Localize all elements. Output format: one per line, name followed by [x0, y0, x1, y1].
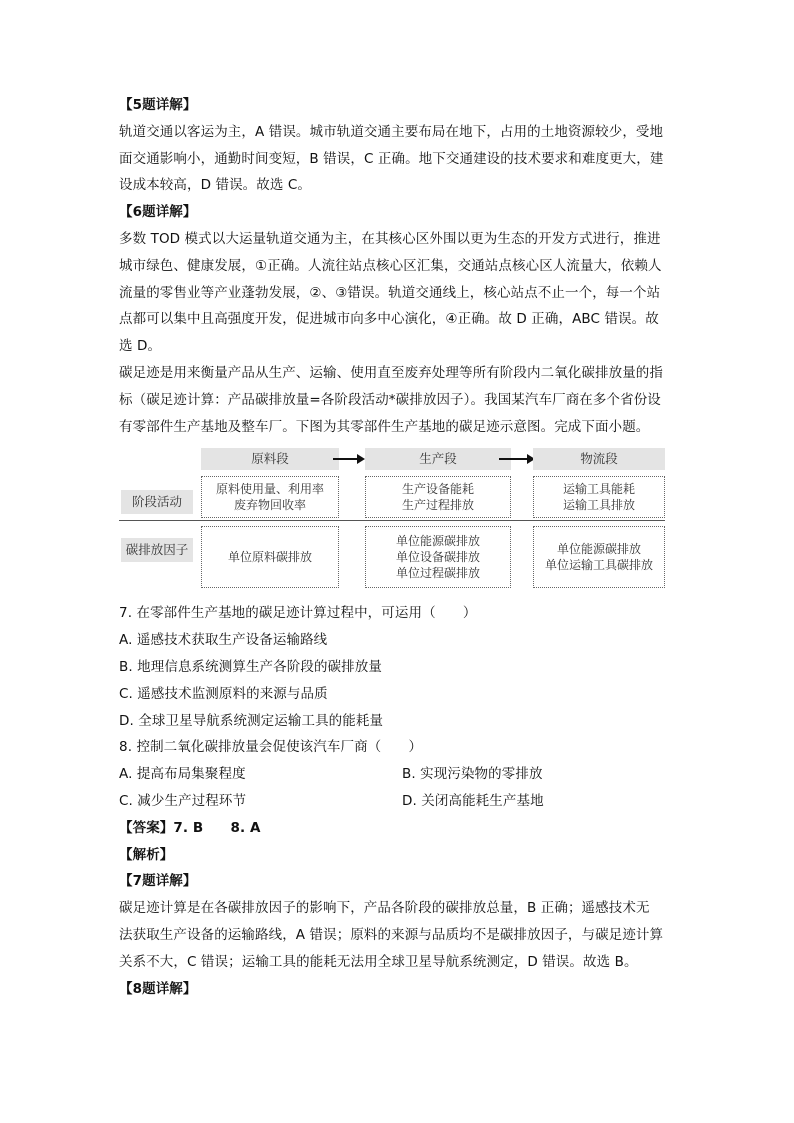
carbon-footprint-diagram	[119, 446, 679, 594]
divider-line	[119, 520, 665, 521]
activity-text: 原料使用量、利用率	[215, 482, 324, 497]
paragraph-line: 点都可以集中且高强度开发，促进城市向多中心演化，④正确。故 D 正确，ABC 错误。故	[119, 311, 659, 328]
option-7b: B. 地理信息系统测算生产各阶段的碳排放量	[119, 658, 382, 675]
intro-line: 标（碳足迹计算：产品碳排放量=各阶段活动*碳排放因子）。我国某汽车厂商在多个省份设	[119, 391, 661, 408]
paragraph-line: 关系不大，C 错误；运输工具的能耗无法用全球卫星导航系统测定，D 错误。故选 B。	[119, 953, 638, 970]
activity-text: 生产过程排放	[401, 498, 474, 513]
q8-explanation-heading: 【8题详解】	[119, 980, 197, 997]
factor-text: 单位原料碳排放	[227, 550, 312, 565]
option-8d: D. 关闭高能耗生产基地	[402, 792, 544, 809]
arrow-icon	[499, 458, 529, 460]
factor-text: 单位设备碳排放	[395, 550, 480, 565]
stage-logistics: 物流段	[533, 448, 665, 470]
factor-text: 单位过程碳排放	[395, 566, 480, 581]
question-8: 8. 控制二氧化碳排放量会促使该汽车厂商（ ）	[119, 739, 423, 756]
options-row	[119, 788, 679, 815]
paragraph-line: 法获取生产设备的运输路线，A 错误；原料的来源与品质均不是碳排放因子，与碳足迹计算	[119, 926, 664, 943]
paragraph-line: 设成本较高，D 错误。故选 C。	[119, 177, 312, 194]
paragraph-line: 城市绿色、健康发展，①正确。人流往站点核心区汇集，交通站点核心区人流量大，依赖人	[119, 257, 662, 274]
factor-text: 单位能源碳排放	[556, 542, 641, 557]
intro-line: 碳足迹是用来衡量产品从生产、运输、使用直至废弃处理等所有阶段内二氧化碳排放量的指	[119, 364, 663, 381]
factor-text: 单位能源碳排放	[395, 534, 480, 549]
option-7a: A. 遥感技术获取生产设备运输路线	[119, 632, 328, 649]
row-label-activity: 阶段活动	[121, 490, 193, 514]
paragraph-line: 多数 TOD 模式以大运量轨道交通为主，在其核心区外围以更为生态的开发方式进行，推进	[119, 230, 661, 247]
stage-production: 生产段	[365, 448, 511, 470]
option-7c: C. 遥感技术监测原料的来源与品质	[119, 685, 328, 702]
arrow-icon	[333, 458, 359, 460]
paragraph-line: 轨道交通以客运为主，A 错误。城市轨道交通主要布局在地下，占用的土地资源较少，受地	[119, 123, 664, 140]
activity-text: 运输工具排放	[562, 498, 635, 513]
paragraph-line: 选 D。	[119, 338, 162, 355]
q5-explanation-heading: 【5题详解】	[119, 97, 197, 113]
options-row	[119, 761, 679, 788]
option-8c: C. 减少生产过程环节	[119, 792, 247, 809]
factor-box-raw	[201, 526, 339, 588]
option-8b: B. 实现污染物的零排放	[402, 766, 543, 783]
intro-line: 有零部件生产基地及整车厂。下图为其零部件生产基地的碳足迹示意图。完成下面小题。	[119, 418, 650, 435]
analysis-heading: 【解析】	[119, 846, 174, 863]
row-label-factor: 碳排放因子	[121, 538, 193, 562]
option-8a: A. 提高布局集聚程度	[119, 766, 246, 783]
activity-text: 生产设备能耗	[401, 482, 474, 497]
factor-box-logistics	[533, 526, 665, 588]
paragraph-line: 流量的零售业等产业蓬勃发展，②、③错误。轨道交通线上，核心站点不止一个，每一个站	[119, 284, 661, 301]
activity-box-production	[365, 476, 511, 518]
question-7: 7. 在零部件生产基地的碳足迹计算过程中，可运用（ ）	[119, 605, 477, 622]
paragraph-line: 面交通影响小，通勤时间变短，B 错误，C 正确。地下交通建设的技术要求和难度更大，建	[119, 150, 664, 167]
activity-box-raw	[201, 476, 339, 518]
activity-text: 运输工具能耗	[562, 482, 635, 497]
q6-explanation-heading: 【6题详解】	[119, 204, 197, 221]
document-page	[119, 92, 679, 1002]
q7-explanation-heading: 【7题详解】	[119, 873, 197, 890]
activity-box-logistics	[533, 476, 665, 518]
option-7d: D. 全球卫星导航系统测定运输工具的能耗量	[119, 712, 384, 729]
answer-line: 【答案】7. B 8. A	[119, 819, 261, 836]
factor-box-production	[365, 526, 511, 588]
paragraph-line: 碳足迹计算是在各碳排放因子的影响下，产品各阶段的碳排放总量，B 正确；遥感技术无	[119, 900, 650, 917]
stage-raw-material: 原料段	[201, 448, 339, 470]
factor-text: 单位运输工具碳排放	[544, 558, 653, 573]
activity-text: 废弃物回收率	[233, 498, 306, 513]
